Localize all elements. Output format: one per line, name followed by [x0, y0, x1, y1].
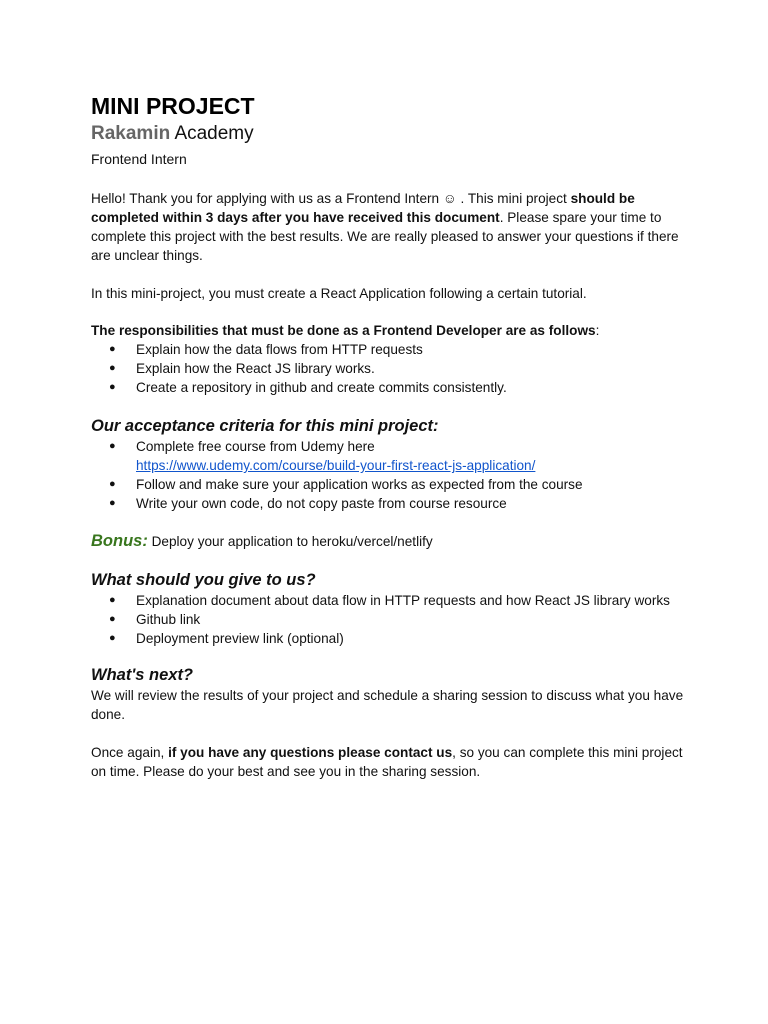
acceptance-criteria-heading: Our acceptance criteria for this mini project:	[91, 417, 439, 435]
closing-contact-note: if you have any questions please contact us	[168, 745, 453, 760]
bullet-icon: ●	[109, 343, 116, 355]
deliverables-list	[91, 591, 684, 648]
bullet-icon: ●	[109, 478, 116, 490]
deliverables-heading: What should you give to us?	[91, 571, 316, 589]
list-item-text: Follow and make sure your application works as expected from the course	[136, 477, 583, 492]
organization-name	[91, 122, 684, 146]
intro-text-1: Hello! Thank you for applying with us as a Frontend Intern ☺ . This mini project	[91, 191, 571, 206]
closing-text-2: , so you can complete this mini project on time. Please do your best and see you in the sharing session.	[91, 745, 683, 779]
bonus-section	[91, 530, 684, 553]
list-item-text: Explain how the data flows from HTTP requests	[136, 342, 423, 357]
bullet-icon: ●	[109, 632, 116, 644]
list-item-text: Create a repository in github and create commits consistently.	[136, 380, 507, 395]
responsibilities-list	[91, 340, 684, 397]
list-item	[109, 378, 684, 397]
closing-text-1: Once again,	[91, 745, 169, 760]
responsibilities-heading-colon: :	[595, 323, 600, 338]
tutorial-paragraph: In this mini-project, you must create a React Application following a certain tutorial.	[91, 286, 587, 301]
list-item	[109, 629, 684, 648]
bullet-icon: ●	[109, 613, 116, 625]
list-item	[109, 437, 684, 475]
list-item	[109, 610, 684, 629]
list-item	[109, 340, 684, 359]
whats-next-heading: What's next?	[91, 666, 194, 684]
bonus-text: Deploy your application to heroku/vercel/netlify	[147, 534, 433, 549]
bonus-label: Bonus:	[91, 532, 148, 550]
organization-brand: Rakamin	[91, 123, 171, 144]
document-title: MINI PROJECT	[91, 93, 255, 119]
organization-suffix: Academy	[174, 123, 254, 144]
list-item-text: Write your own code, do not copy paste from course resource	[136, 496, 507, 511]
intro-paragraph	[91, 189, 684, 265]
list-item-text: Deployment preview link (optional)	[136, 631, 344, 646]
list-item-text: Explanation document about data flow in HTTP requests and how React JS library works	[136, 593, 670, 608]
position-title: Frontend Intern	[91, 151, 187, 167]
list-item	[109, 475, 684, 494]
responsibilities-heading	[91, 321, 684, 340]
whats-next-paragraph: We will review the results of your project and schedule a sharing session to discuss what you have done.	[91, 688, 684, 722]
bullet-icon: ●	[109, 440, 116, 452]
bullet-icon: ●	[109, 497, 116, 509]
list-item	[109, 591, 684, 610]
bullet-icon: ●	[109, 381, 116, 393]
bullet-icon: ●	[109, 362, 116, 374]
list-item	[109, 494, 684, 513]
list-item	[109, 359, 684, 378]
udemy-course-link[interactable]: https://www.udemy.com/course/build-your-first-react-js-application/	[136, 458, 536, 473]
list-item-text: Explain how the React JS library works.	[136, 361, 375, 376]
responsibilities-heading-text: The responsibilities that must be done as a Frontend Developer are as follows	[91, 323, 596, 338]
bullet-icon: ●	[109, 594, 116, 606]
list-item-text: Github link	[136, 612, 201, 627]
closing-paragraph	[91, 743, 684, 781]
list-item-text: Complete free course from Udemy here	[136, 439, 375, 454]
intro-text-2: . Please spare your time to complete this project with the best results. We are really pleased to answer your questions if there are unclear things.	[91, 210, 679, 263]
acceptance-criteria-list	[91, 437, 684, 513]
intro-deadline: should be completed within 3 days after you have received this document	[91, 191, 635, 225]
